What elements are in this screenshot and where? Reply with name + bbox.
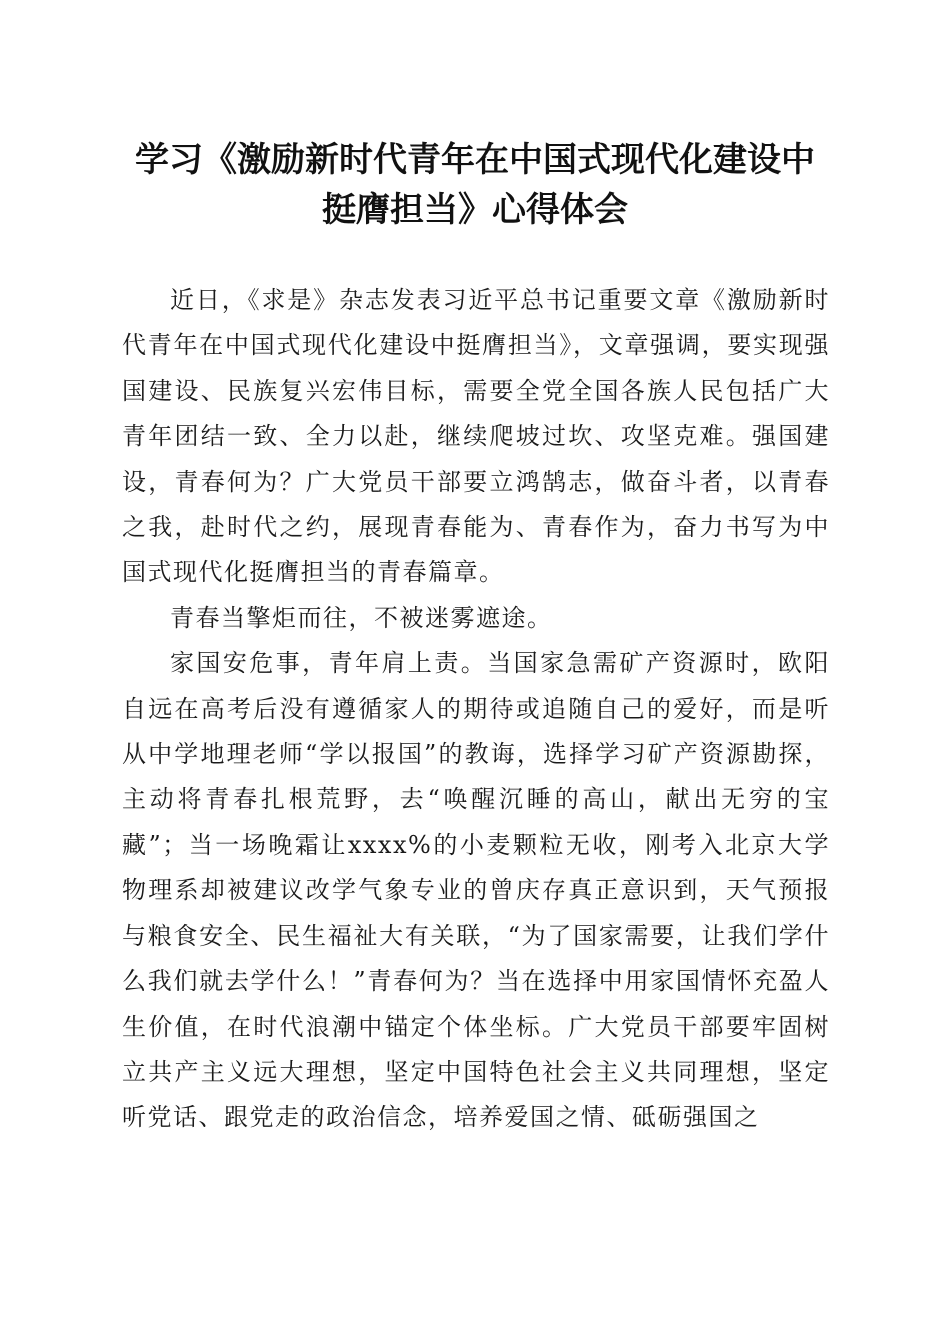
- paragraph-heading: 青春当擎炬而往，不被迷雾遮途。: [170, 603, 553, 632]
- paragraph-intro: 近日，《求是》杂志发表习近平总书记重要文章《激励新时代青年在中国式现代化建设中挺膺担当》，文章强调，要实现强国建设、民族复兴宏伟目标，需要全党全国各族人民包括广大青年团结一致、全力以赴，继续爬坡过坎、攻坚克难。强国建设，青春何为？广大党员干部要立鸿鹄志，做奋斗者，以青春之我，赴时代之约，展现青春能为、青春作为，奋力书写为中国式现代化挺膺担当的青春篇章。: [122, 286, 830, 587]
- title-line-1: 学习《激励新时代青年在中国式现代化建设中: [135, 140, 815, 180]
- document-body: [122, 278, 830, 1141]
- paragraph-main: 家国安危事，青年肩上责。当国家急需矿产资源时，欧阳自远在高考后没有遵循家人的期待或追随自己的爱好，而是听从中学地理老师“学以报国”的教诲，选择学习矿产资源勘探，主动将青春扎根荒野，去“唤醒沉睡的高山，献出无穷的宝藏”；当一场晚霜让xxxx%的小麦颗粒无收，刚考入北京大学物理系却被建议改学气象专业的曾庆存真正意识到，天气预报与粮食安全、民生福祉大有关联，“为了国家需要，让我们学什么我们就去学什么！”青春何为？当在选择中用家国情怀充盈人生价值，在时代浪潮中锚定个体坐标。广大党员干部要牢固树立共产主义远大理想，坚定中国特色社会主义共同理想，坚定听党话、跟党走的政治信念，培养爱国之情、砥砺强国之: [122, 649, 830, 1132]
- title-line-2: 挺膺担当》心得体会: [322, 190, 628, 230]
- document-title: [110, 135, 840, 235]
